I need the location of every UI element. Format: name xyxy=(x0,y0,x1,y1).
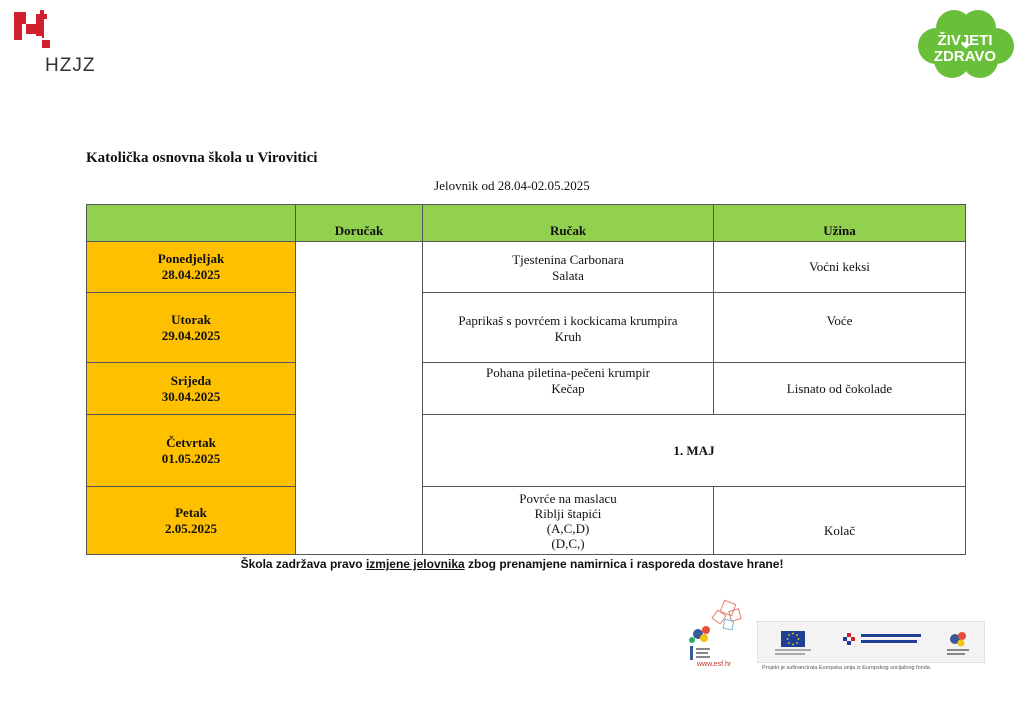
day-cell xyxy=(87,293,296,363)
breakfast-cell xyxy=(296,242,423,555)
holiday-cell: 1. MAJ xyxy=(423,415,966,487)
day-date: 29.04.2025 xyxy=(161,327,221,343)
lunch-line: Kruh xyxy=(554,329,582,344)
esf-banner-caption: Projekt je sufinancirala Europska unija iz Europskog socijalnog fonda. xyxy=(762,665,932,671)
menu-table xyxy=(86,204,966,555)
day-date: 2.05.2025 xyxy=(165,520,217,536)
day-cell xyxy=(87,363,296,415)
lunch-cell xyxy=(423,363,714,415)
eu-funds-banner xyxy=(757,621,985,663)
snack-cell: Voćni keksi xyxy=(714,242,966,293)
lunch-line: Salata xyxy=(552,268,584,283)
table-row xyxy=(87,293,966,363)
day-name: Srijeda xyxy=(170,372,212,388)
lunch-line: Tjestenina Carbonara xyxy=(512,252,624,267)
header-day xyxy=(87,205,296,242)
footer-note-part1: Škola zadržava pravo xyxy=(240,557,366,571)
table-row xyxy=(87,363,966,415)
day-name: Petak xyxy=(175,504,207,520)
day-date: 01.05.2025 xyxy=(161,450,221,466)
lunch-cell xyxy=(423,293,714,363)
snack-cell: Voće xyxy=(714,293,966,363)
table-row xyxy=(87,242,966,293)
footer-note-underlined: izmjene jelovnika xyxy=(365,557,465,571)
lunch-line: (D,C,) xyxy=(551,535,585,551)
lunch-cell xyxy=(423,242,714,293)
snack-cell: Lisnato od čokolade xyxy=(714,363,966,415)
lunch-line: Kečap xyxy=(551,381,585,396)
esf-url: www.esf.hr xyxy=(697,661,732,668)
day-name: Ponedjeljak xyxy=(157,251,225,266)
menu-period: Jelovnik od 28.04-02.05.2025 xyxy=(434,178,590,193)
lunch-line: (A,C,D) xyxy=(546,520,590,536)
hzjz-wordmark: HZJZ xyxy=(45,55,96,76)
header-lunch: Ručak xyxy=(423,205,714,242)
table-row xyxy=(87,487,966,555)
footer-note xyxy=(0,557,1024,571)
lunch-line: Pohana piletina-pečeni krumpir xyxy=(486,365,650,380)
lunch-cell xyxy=(423,487,714,555)
day-date: 28.04.2025 xyxy=(161,267,221,282)
table-header-row xyxy=(87,205,966,242)
day-cell xyxy=(87,242,296,293)
lunch-line: Povrće na maslacu xyxy=(519,490,617,506)
day-name: Utorak xyxy=(171,311,211,327)
zz-line1: ŽIVJETI xyxy=(937,32,993,49)
day-cell xyxy=(87,487,296,555)
lunch-line: Paprikaš s povrćem i kockicama krumpira xyxy=(458,313,678,328)
zivjeti-zdravo-text xyxy=(922,33,1008,65)
zz-line2: ZDRAVO xyxy=(933,48,997,65)
day-date: 30.04.2025 xyxy=(161,388,221,404)
lunch-line: Riblji štapići xyxy=(534,505,602,521)
header-breakfast: Doručak xyxy=(296,205,423,242)
footer-note-part2: zbog prenamjene namirnica i rasporeda dostave hrane! xyxy=(464,557,784,571)
school-title: Katolička osnovna škola u Virovitici xyxy=(86,150,318,166)
day-cell xyxy=(87,415,296,487)
table-row xyxy=(87,415,966,487)
header-snack: Užina xyxy=(714,205,966,242)
snack-cell: Kolač xyxy=(714,487,966,555)
day-name: Četvrtak xyxy=(166,434,216,450)
